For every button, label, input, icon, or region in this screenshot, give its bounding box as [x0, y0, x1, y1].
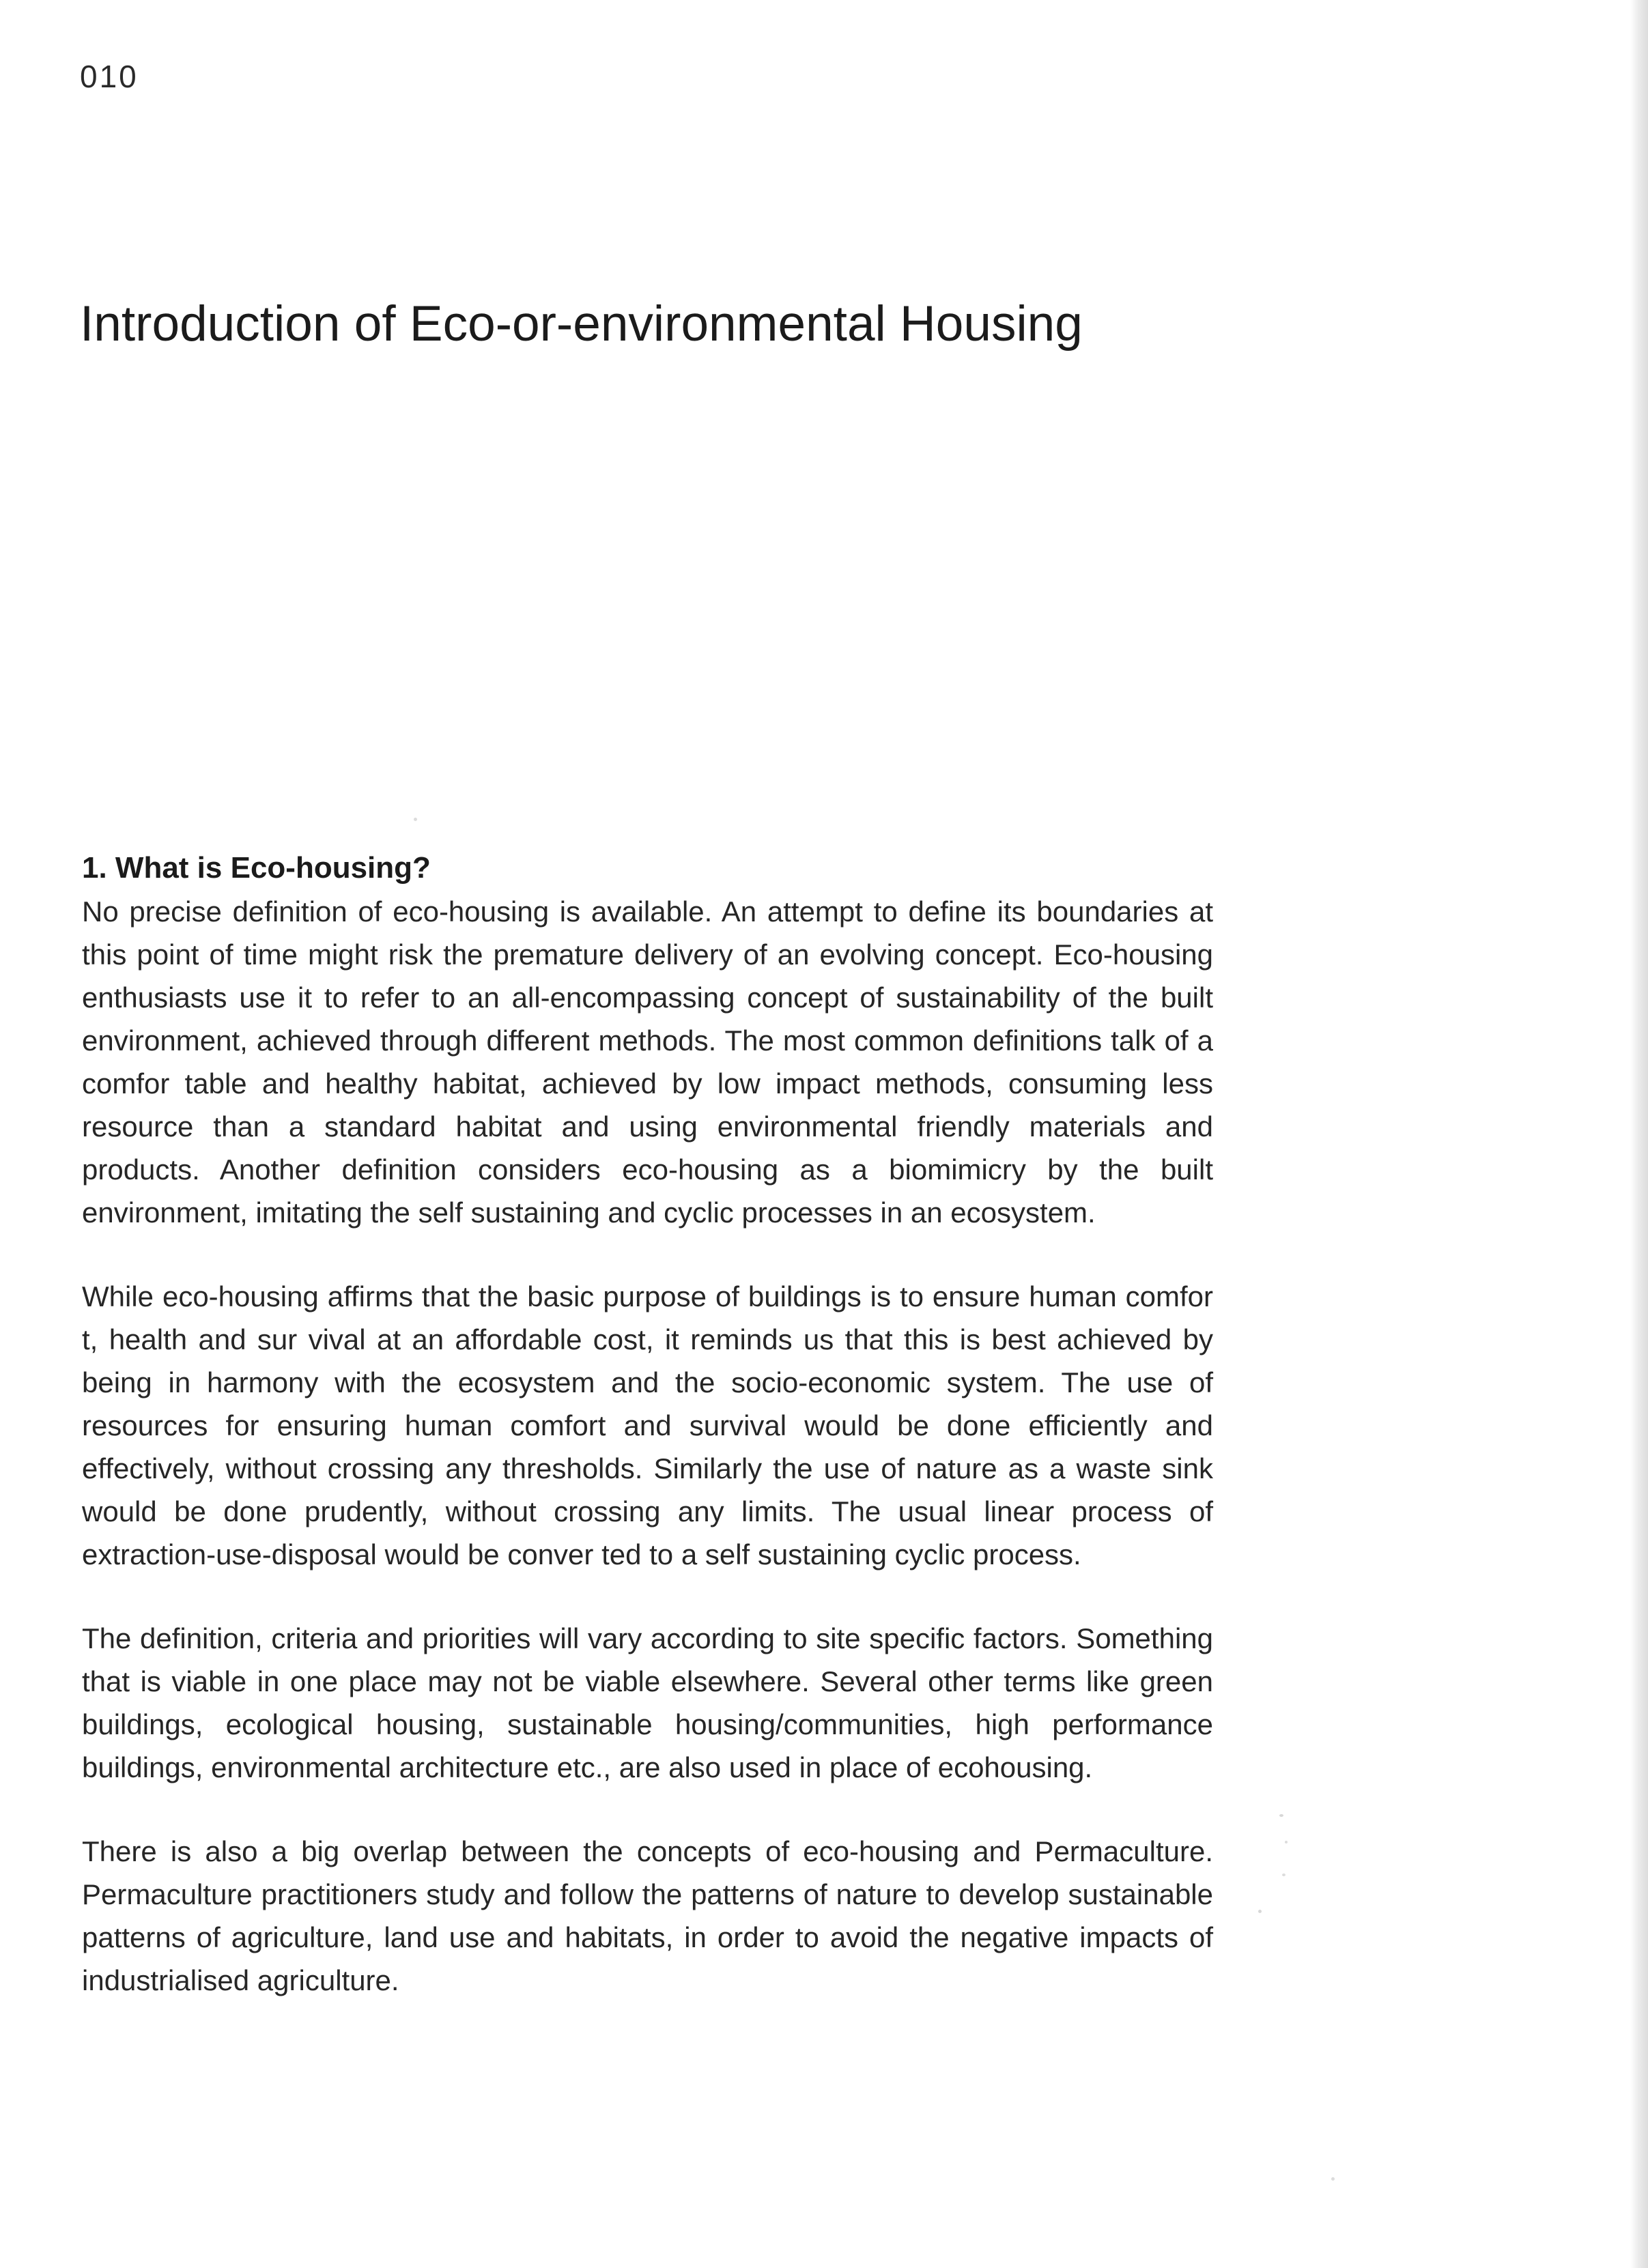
- scan-speck: [1279, 1814, 1283, 1817]
- page-number: 010: [80, 59, 139, 94]
- section-body: [82, 846, 1213, 2043]
- page-title: Introduction of Eco-or-environmental Housing: [80, 296, 1083, 351]
- page-edge-shadow: [1630, 0, 1648, 2268]
- paragraph-2: While eco-housing affirms that the basic purpose of buildings is to ensure human comfor t, health and sur vival at an affordable cost, it reminds us that this is best achieved by being in harmony with the ecosystem and the socio-economic system. The use of resources for ensuring human comfort and survival would be done efficiently and effectively, without crossing any thresholds. Similarly the use of nature as a waste sink would be done prudently, without crossing any limits. The usual linear process of extraction-use-disposal would be conver ted to a self sustaining cyclic process.: [82, 1280, 1213, 1570]
- scan-speck: [1258, 1910, 1262, 1913]
- paragraph-3: The definition, criteria and priorities will vary according to site specific factors. Something that is viable in one place may not be viable elsewhere. Several other terms like green buildings, ecological housing, sustainable housing/communities, high performance buildings, environmental architecture etc., are also used in place of ecohousing.: [82, 1622, 1213, 1783]
- scan-speck: [1282, 1874, 1285, 1876]
- scan-speck: [414, 818, 417, 821]
- paragraph-4: There is also a big overlap between the concepts of eco-housing and Permaculture. Permaculture practitioners study and follow the patterns of nature to develop sustainable patterns of agriculture, land use and habitats, in order to avoid the negative impacts of industrialised agriculture.: [82, 1835, 1213, 1996]
- paragraph-1: No precise definition of eco-housing is available. An attempt to define its boundaries at this point of time might risk the premature delivery of an evolving concept. Eco-housing enthusiasts use it to refer to an all-encompassing concept of sustainability of the built environment, achieved through different methods. The most common definitions talk of a comfor table and healthy habitat, achieved by low impact methods, consuming less resource than a standard habitat and using environmental friendly materials and products. Another definition considers eco-housing as a biomimicry by the built environment, imitating the self sustaining and cyclic processes in an ecosystem.: [82, 895, 1213, 1229]
- section-heading: 1. What is Eco-housing?: [82, 851, 431, 885]
- scan-speck: [1285, 1841, 1288, 1843]
- scan-speck: [1331, 2177, 1335, 2181]
